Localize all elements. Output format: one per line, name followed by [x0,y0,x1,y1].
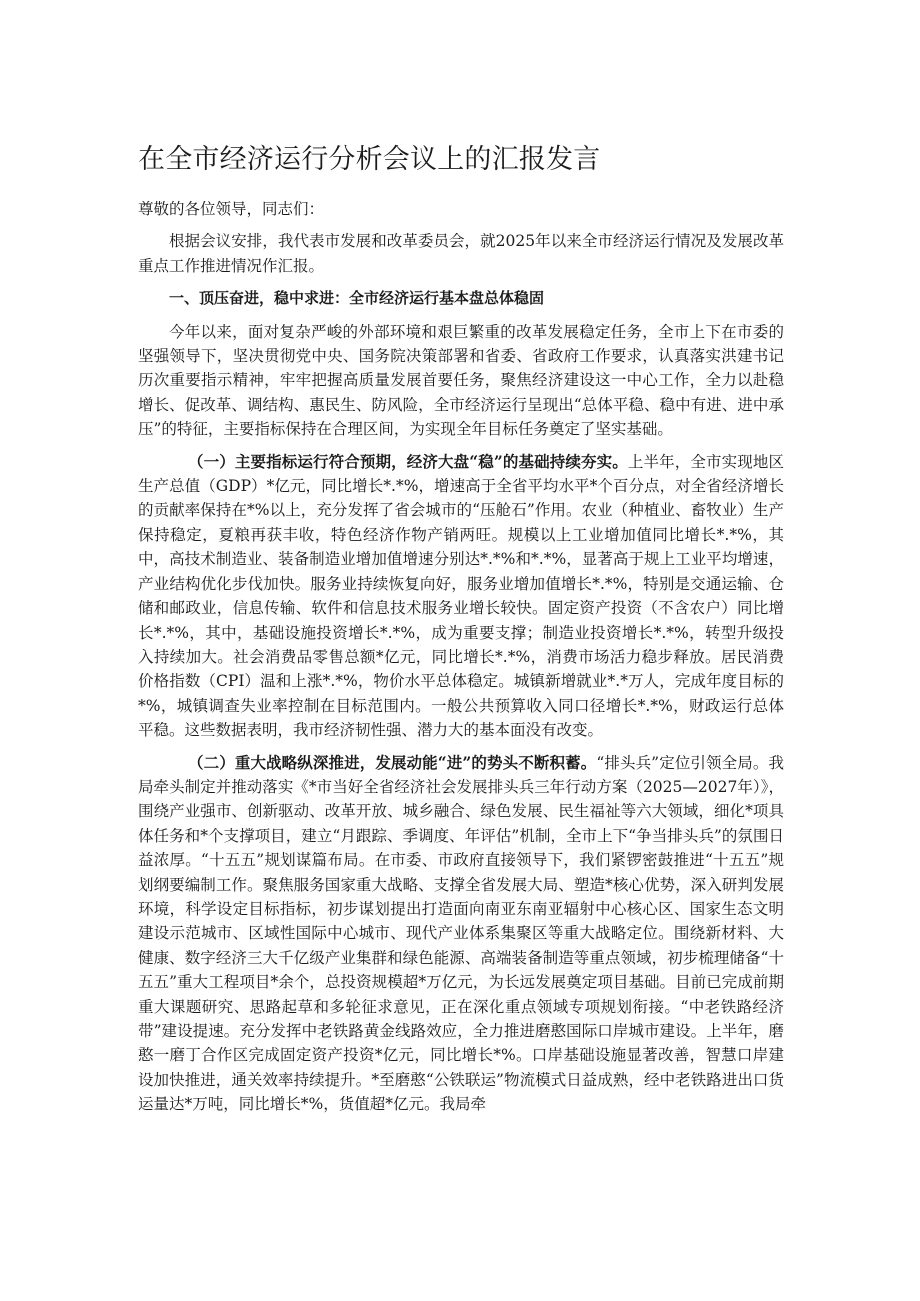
subsection-2-paragraph [138,751,784,1117]
section-heading-1: 一、顶压奋进，稳中求进：全市经济运行基本盘总体稳固 [169,289,545,308]
subsection-1-paragraph [138,450,784,743]
section1-paragraph: 今年以来，面对复杂严峻的外部环境和艰巨繁重的改革发展稳定任务，全市上下在市委的坚强领导下，坚决贯彻党中央、国务院决策部署和省委、省政府工作要求，认真落实洪建书记历次重要指示精神，牢牢把握高质量发展首要任务，聚焦经济建设这一中心工作，全力以赴稳增长、促改革、调结构、惠民生、防风险，全市经济运行呈现出“总体平稳、稳中有进、进中承压”的特征，主要指标保持在合理区间，为实现全年目标任务奠定了坚实基础。 [138,322,784,439]
subsection-1-body: 上半年，全市实现地区生产总值（GDP）*亿元，同比增长*.*%，增速高于全省平均水平*个百分点，对全省经济增长的贡献率保持在*%以上，充分发挥了省会城市的“压舱石”作用。农业（种植业、畜牧业）生产保持稳定，夏粮再获丰收，特色经济作物产销两旺。规模以上工业增加值同比增长*.*%，其中，高技术制造业、装备制造业增加值增速分别达*.*%和*.*%，显著高于规上工业平均增速，产业结构优化步伐加快。服务业持续恢复向好，服务业增加值增长*.*%，特别是交通运输、仓储和邮政业，信息传输、软件和信息技术服务业增长较快。固定资产投资（不含农户）同比增长*.*%，其中，基础设施投资增长*.*%，成为重要支撑；制造业投资增长*.*%，转型升级投入持续加大。社会消费品零售总额*亿元，同比增长*.*%，消费市场活力稳步释放。居民消费价格指数（CPI）温和上涨*.*%，物价水平总体稳定。城镇新增就业*.*万人，完成年度目标的*%，城镇调查失业率控制在目标范围内。一般公共预算收入同口径增长*.*%，财政运行总体平稳。这些数据表明，我市经济韧性强、潜力大的基本面没有改变。 [138,452,784,740]
document-title: 在全市经济运行分析会议上的汇报发言 [138,144,601,175]
document-page [138,140,784,1125]
subsection-2-lead: （二）重大战略纵深推进，发展动能“进”的势头不断积蓄。 [188,752,597,772]
subsection-1-lead: （一）主要指标运行符合预期，经济大盘“稳”的基础持续夯实。 [188,451,628,471]
salutation: 尊敬的各位领导，同志们： [138,200,325,218]
subsection-2-body: “排头兵”定位引领全局。我局牵头制定并推动落实《*市当好全省经济社会发展排头兵三年行动方案（2025—2027年）》，围绕产业强市、创新驱动、改革开放、城乡融合、绿色发展、民生福祉等六大领域，细化*项具体任务和*个支撑项目，建立“月跟踪、季调度、年评估”机制，全市上下“争当排头兵”的氛围日益浓厚。“十五五”规划谋篇布局。在市委、市政府直接领导下，我们紧锣密鼓推进“十五五”规划纲要编制工作。聚焦服务国家重大战略、支撑全省发展大局、塑造*核心优势，深入研判发展环境，科学设定目标指标，初步谋划提出打造面向南亚东南亚辐射中心核心区、国家生态文明建设示范城市、区域性国际中心城市、现代产业体系集聚区等重大战略定位。围绕新材料、大健康、数字经济三大千亿级产业集群和绿色能源、高端装备制造等重点领域，初步梳理储备“十五五”重大工程项目*余个，总投资规模超*万亿元，为长远发展奠定项目基础。目前已完成前期重大课题研究、思路起草和多轮征求意见，正在深化重点领域专项规划衔接。“中老铁路经济带”建设提速。充分发挥中老铁路黄金线路效应，全力推进磨憨国际口岸城市建设。上半年，磨憨一磨丁合作区完成固定资产投资*亿元，同比增长*%。口岸基础设施显著改善，智慧口岸建设加快推进，通关效率持续提升。*至磨憨“公铁联运”物流模式日益成熟，经中老铁路进出口货运量达*万吨，同比增长*%，货值超*亿元。我局牵 [138,753,784,1114]
intro-paragraph: 根据会议安排，我代表市发展和改革委员会，就2025年以来全市经济运行情况及发展改革重点工作推进情况作汇报。 [138,232,784,275]
